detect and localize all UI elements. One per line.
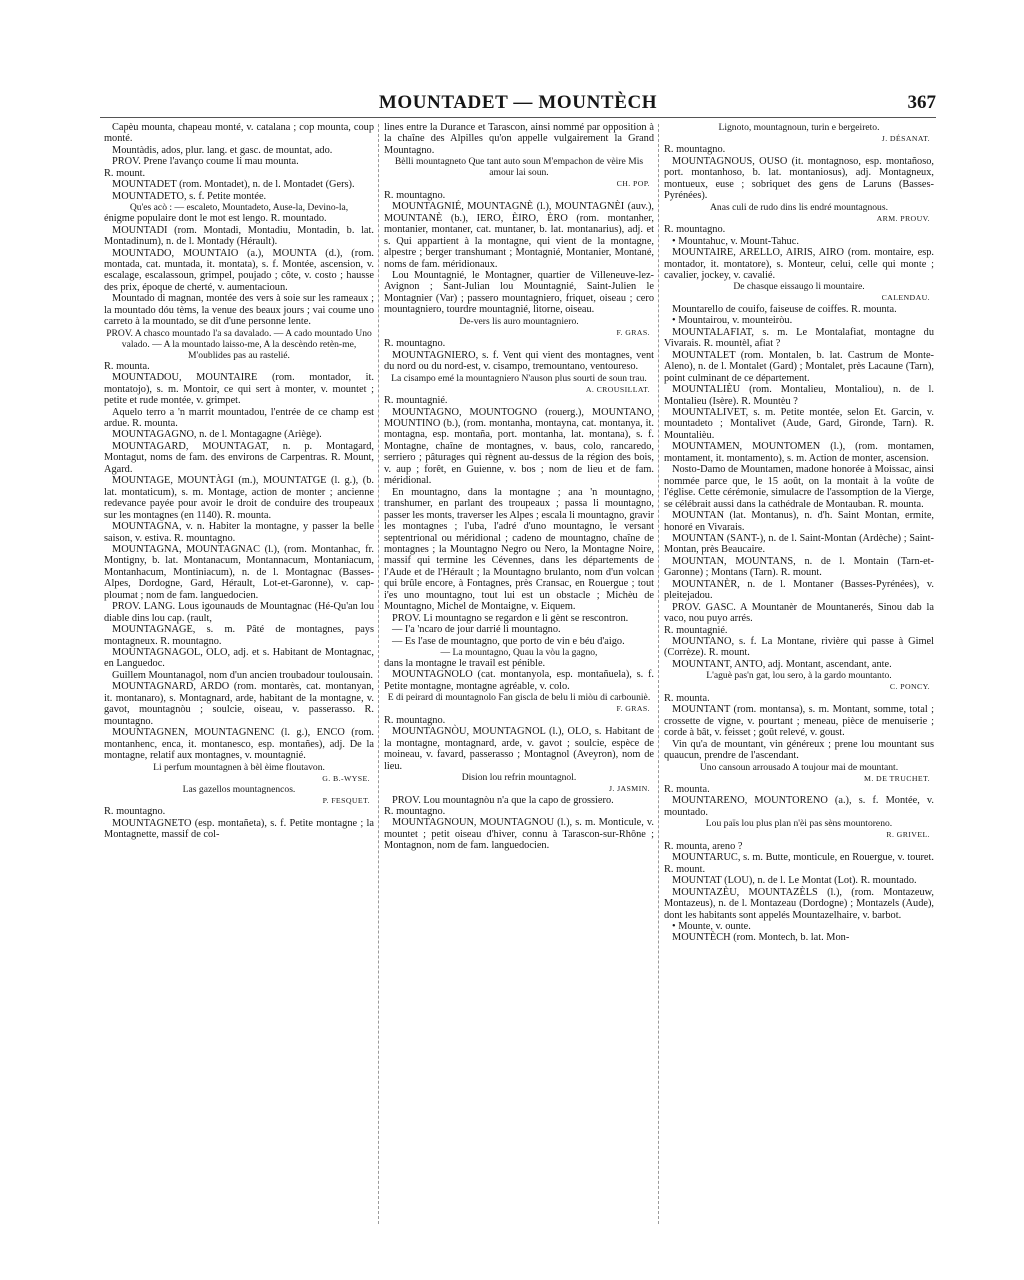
dictionary-paragraph: MOUNTAGNOUN, MOUNTAGNOU (l.), s. m. Monticule, v. mountet ; petit oiseau d'hiver, connu à Tarascon-sur-Rhône ; Montagnon, nom de fam. languedocien.: [384, 817, 654, 852]
citation-verse: — La mountagno, Quau la vòu la gagno,: [440, 647, 598, 659]
dictionary-paragraph: MOUNTADETO, s. f. Petite montée.: [112, 190, 267, 202]
dictionary-paragraph: MOUNTALIÈU (rom. Montalieu, Montaliou), n. de l. Montalieu (Isère). R. Mountèu ?: [664, 384, 934, 407]
dictionary-paragraph: MOUNTAMEN, MOUNTOMEN (l.), (rom. montamen, montament, it. montamento), s. m. Action de monter, ascension.: [664, 441, 934, 464]
citation-verse: Las gazellos mountagnencos.: [182, 784, 296, 796]
dictionary-paragraph: R. mountagnié.: [384, 395, 448, 407]
dictionary-paragraph: MOUNTADOU, MOUNTAIRE (rom. montador, it. montatojo), s. m. Montoir, ce qui sert à monter, v. mountet ; petite et rude montée, v. grimpet.: [104, 372, 374, 407]
citation-source: P. FESQUET.: [322, 796, 370, 806]
dictionary-paragraph: MOUNTADET (rom. Montadet), n. de l. Montadet (Gers).: [112, 179, 355, 191]
citation-verse: La cisampo emé la mountagniero N'auson plus sourti de soun trau.: [391, 372, 647, 384]
dictionary-paragraph: R. mounta.: [664, 692, 710, 704]
dictionary-paragraph: MOUNTAN, MOUNTANS, n. de l. Montain (Tarn-et-Garonne) ; Montans (Tarn). R. mount.: [664, 555, 934, 579]
citation-source: CH. POP.: [616, 179, 650, 189]
citation-verse: Lou païs lou plus plan n'èi pas sèns mountoreno.: [705, 818, 893, 830]
dictionary-paragraph: MOUNTAT (LOU), n. de l. Le Montat (Lot). R. mountado.: [672, 875, 917, 887]
dictionary-paragraph: MOUNTAGE, MOUNTÀGI (m.), MOUNTATGE (l. g.), (b. lat. montaticum), s. m. Montage, action de monter ; ancienne redevance payée pour avoir le droit de conduire des troupeaux sur les montagnes (en 1140). R. mounta.: [104, 475, 374, 521]
dictionary-paragraph: MOUNTAGNOLO (cat. montanyola, esp. montañuela), s. f. Petite montagne, montagne agréable, v. colo.: [384, 669, 654, 692]
citation-source: J. JASMIN.: [608, 784, 650, 794]
dictionary-paragraph: Guillem Mountanagol, nom d'un ancien troubadour toulousain.: [112, 669, 373, 681]
dictionary-paragraph: R. mount.: [104, 167, 146, 179]
dictionary-paragraph: R. mounta.: [104, 360, 150, 372]
page-number: 367: [907, 92, 936, 113]
column-divider-2: [658, 124, 659, 1224]
column-left: [104, 122, 374, 1234]
citation-source: C. PONCY.: [889, 682, 930, 692]
header-rule: [100, 117, 936, 118]
citation-source: M. DE TRUCHET.: [864, 773, 930, 783]
dictionary-paragraph: Mountarello de couifo, faiseuse de coiffes. R. mounta.: [672, 303, 897, 315]
dictionary-paragraph: R. mountagno.: [384, 806, 446, 818]
dictionary-paragraph: MOUNTAGNÒU, MOUNTAGNOL (l.), OLO, s. Habitant de la montagne, montagnard, arde, v. gavot ; soulcie, espèce de moineau, v. favard, passerasso ; Montagnol (Aveyron), nom de lieu.: [384, 726, 654, 772]
citation-verse: Anas culi de rudo dins lis endré mountagnous.: [710, 201, 888, 213]
dictionary-paragraph: Mountado di magnan, montée des vers à soie sur les rameaux ; la mountado dóu tèms, la venue des beaux jours ; vai coume uno carreto à la mountado, se dit d'une personne lente.: [104, 293, 374, 328]
dictionary-paragraph: Capèu mounta, chapeau monté, v. catalana ; cop mounta, coup monté.: [104, 122, 374, 145]
dictionary-paragraph: MOUNTANÈR, n. de l. Montaner (Basses-Pyrénées), v. pleitejadou.: [664, 578, 934, 602]
dictionary-paragraph: MOUNTANT (rom. montansa), s. m. Montant, somme, total ; crossette de vigne, v. pourtant ; meneau, pièce de menuiserie ; corde à bât, v. feisset ; goût relevé, v. goust.: [664, 704, 934, 739]
dictionary-paragraph: MOUNTAN (lat. Montanus), n. d'h. Saint Montan, ermite, honoré en Vivarais.: [664, 510, 934, 533]
dictionary-paragraph: MOUNTAGNA, MOUNTAGNAC (l.), (rom. Montanhac, fr. Montigny, b. lat. Montanacum, Montannacum, Montaniacum, Montanhacum, Montiniacum), n. de l. Montagnac (Basses-Alpes, Dordogne, Gard, Hérault, Lot-et-Garonne), v. cap-ploumat ; nom de fam. languedocien.: [104, 543, 374, 601]
citation-source: F. GRAS.: [616, 327, 650, 337]
dictionary-paragraph: MOUNTÈCH (rom. Montech, b. lat. Mon-: [672, 932, 850, 944]
dictionary-paragraph: Aquelo terro a 'n marrit mountadou, l'entrée de ce champ est ardue. R. mounta.: [104, 406, 374, 429]
dictionary-paragraph: MOUNTAGNEN, MOUNTAGNENC (l. g.), ENCO (rom. montanhenc, enca, it. montanesco, esp. montañes), adj. De la montagne, relatif aux montagnes, v. mountagnié.: [104, 727, 374, 762]
column-middle: [384, 122, 654, 1234]
column-divider-1: [378, 124, 379, 1224]
dictionary-paragraph: MOUNTARUC, s. m. Butte, monticule, en Rouergue, v. touret. R. mount.: [664, 852, 934, 875]
dictionary-paragraph: Vin qu'a de mountant, vin généreux ; prene lou mountant sus quaucun, prendre de l'ascendant.: [664, 738, 934, 762]
dictionary-paragraph: PROV. LANG. Lous igounauds de Mountagnac (Hé-Qu'an lou diable dins lou cap. (rault,: [104, 601, 374, 624]
dictionary-paragraph: MOUNTAIRE, ARELLO, AIRIS, AIRO (rom. montaire, esp. montador, it. montatore), s. Monteur, celui, celle qui monte ; cavalier, jockey, v. cavalié.: [664, 247, 934, 281]
dictionary-paragraph: MOUNTANO, s. f. La Montane, rivière qui passe à Gimel (Corrèze). R. mount.: [664, 636, 934, 659]
citation-source: ARM. PROUV.: [876, 213, 930, 223]
dictionary-paragraph: MOUNTAGNO, MOUNTOGNO (rouerg.), MOUNTANO, MOUNTINO (b.), (rom. montanha, montayna, cat. montanya, it. montagna, esp. montaña, port. montanha, lat. montana), s. f. Montagne, chaîne de montagnes, v. baus, colo, rancaredo, serriero ; pâturages qui règnent au-dessus de la région des bois, v. aup ; forêt, en Guienne, v. bos ; nom de lieu et de fam. méridional.: [384, 406, 654, 487]
dictionary-paragraph: R. mountagno.: [664, 144, 726, 156]
dictionary-paragraph: • Mountairou, v. mounteiròu.: [672, 315, 793, 327]
dictionary-paragraph: MOUNTAGNAGOL, OLO, adj. et s. Habitant de Montagnac, en Languedoc.: [104, 647, 374, 670]
citation-verse: E di peirard di mountagnolo Fan giscla de belu li miòu di carbouniè.: [387, 692, 651, 704]
dictionary-paragraph: R. mounta, areno ?: [664, 840, 743, 852]
citation-source: A. CROUSILLAT.: [585, 384, 650, 394]
dictionary-paragraph: — Es l'ase de mountagno, que porto de vin e béu d'aigo.: [392, 635, 625, 647]
citation-verse: De chasque eissaugo li mountaire.: [733, 281, 865, 293]
dictionary-paragraph: R. mountagnié.: [664, 624, 728, 636]
dictionary-paragraph: lines entre la Durance et Tarascon, ainsi nommé par opposition à la chaîne des Alpilles qu'on appelle vulgairement la Grand Mountagno.: [384, 122, 654, 156]
page-title: MOUNTADET — MOUNTÈCH: [378, 92, 658, 113]
dictionary-paragraph: Nosto-Damo de Mountamen, madone honorée à Moissac, ainsi nommée parce que, le 15 août, on la montait à la voûte de l'église. Cette cérémonie, simulacre de l'assomption de la Vierge, se célébrait aussi dans la cathédrale de Montauban. R. mounta.: [664, 464, 934, 510]
dictionary-paragraph: R. mountagno.: [384, 714, 446, 726]
citation-source: G. B.-WYSE.: [322, 773, 370, 783]
citation-verse: Li perfum mountagnen à bèl èime floutavon.: [153, 761, 325, 773]
column-right: [664, 122, 934, 1234]
dictionary-paragraph: Mountàdis, ados, plur. lang. et gasc. de mountat, ado.: [112, 144, 333, 156]
dictionary-paragraph: MOUNTAGNIERO, s. f. Vent qui vient des montagnes, vent du nord ou du nord-est, v. cisampo, tremountano, ventoureso.: [384, 349, 654, 373]
citation-verse: De-vers lis auro mountagniero.: [459, 315, 579, 327]
dictionary-paragraph: MOUNTAGAGNO, n. de l. Montagagne (Ariège).: [112, 429, 322, 441]
citation-verse: L'aguè pas'n gat, lou sero, à la gardo mountanto.: [706, 670, 892, 682]
dictionary-paragraph: MOUNTAGNARD, ARDO (rom. montarès, cat. montanyan, it. montanaro), s. Montagnard, arde, habitant de la montagne, v. gavot, mountagnòu ; soulcie, oiseau, v. passerasso. R. mountagno.: [104, 681, 374, 727]
dictionary-paragraph: MOUNTAGNA, v. n. Habiter la montagne, y passer la belle saison, v. estiva. R. mountagno.: [104, 521, 374, 544]
dictionary-paragraph: En mountagno, dans la montagne ; ana 'n mountagno, transhumer, en parlant des troupeaux ; passa li mountagno, passer les monts, traverser les Alpes ; escala li mountagno, gravir les montagnes ; l'uba, l'adré d'uno mountagno, le versant septentrional ou méridional ; cadeno de mountagno, chaîne de montagnes ; la Mountagno Negro ou Nero, la Montagne Noire, massif qui termine les Cévennes, dans les départements de l'Aude et de l'Hérault ; la Mountagno brulanto, nom d'un volcan qui brûle encore, à Fontagnes, près Cransac, en Rouergue ; tout i'es uno mountagno, tout lui est un obstacle ; Michèu de Mountagno, Michel de Montaigne, v. Eiquem.: [384, 486, 654, 613]
dictionary-paragraph: MOUNTADI (rom. Montadi, Montadiu, Montadin, b. lat. Montadinum), n. de l. Montady (Hérault).: [104, 224, 374, 248]
dictionary-paragraph: MOUNTANT, ANTO, adj. Montant, ascendant, ante.: [672, 658, 892, 670]
citation-verse: Uno cansoun arrousado A toujour mai de mountant.: [699, 761, 899, 773]
dictionary-paragraph: • Mounte, v. ounte.: [672, 921, 751, 932]
dictionary-paragraph: énigme populaire dont le mot est lengo. R. mountado.: [104, 213, 327, 225]
dictionary-paragraph: R. mountagno.: [384, 189, 446, 201]
dictionary-paragraph: PROV. Li mountagno se regardon e li gènt se rescontron.: [392, 612, 629, 624]
citation-source: CALENDAU.: [881, 293, 930, 303]
dictionary-paragraph: PROV. Lou mountagnòu n'a que la capo de grossiero.: [392, 794, 614, 806]
dictionary-paragraph: dans la montagne le travail est pénible.: [384, 658, 546, 670]
citation-verse: Qu'es acò : — escaleto, Mountadeto, Ause-la, Devino-la,: [129, 202, 349, 214]
dictionary-paragraph: R. mountagno.: [664, 224, 726, 236]
dictionary-paragraph: MOUNTARENO, MOUNTORENO (a.), s. f. Montée, v. mountado.: [664, 795, 934, 818]
dictionary-paragraph: MOUNTAGNOUS, OUSO (it. montagnoso, esp. montañoso, port. montanhoso, b. lat. montaniosus), adj. Montagneux, montueux, euse ; sobriquet des gens de Laruns (Basses-Pyrénées).: [664, 155, 934, 202]
dictionary-paragraph: Lou Mountagnié, le Montagner, quartier de Villeneuve-lez-Avignon ; Sant-Julian lou Mountagnié, Saint-Julien le Montagnier (Var) ; passero mountagniero, friquet, oiseau ; cero mountagniero, tourdre mountagnié, litorne, oiseau.: [384, 269, 654, 316]
dictionary-paragraph: MOUNTAGARD, MOUNTAGAT, n. p. Montagard, Montagut, noms de fam. des environs de Carpentras. R. Mount, Agard.: [104, 440, 374, 475]
dictionary-paragraph: MOUNTAGNIÉ, MOUNTAGNÈ (l.), MOUNTAGNÈI (auv.), MOUNTANÈ (b.), IERO, ÈIRO, ÈRO (rom. montanher, montanier, montaner, cat. muntaner, b. lat. montanarius), adj. et s. Qui appartient à la montagne, qui vient de la montagne, alpestre ; berger transhumant ; Montagnié, Montanier, Montané, noms de fam. méridionaux.: [384, 201, 654, 270]
citation-source: R. GRIVEL.: [886, 830, 930, 840]
citation-source: J. DÉSANAT.: [881, 134, 930, 143]
dictionary-paragraph: MOUNTAZÈU, MOUNTAZÈLS (l.), (rom. Montazeuw, Montazeus), n. de l. Montazeau (Dordogne) ; Montazels (Aude), dont les habitants sont appelés Mountazelhaire, v. barbot.: [664, 886, 934, 921]
citation-verse: Lignoto, mountagnoun, turin e bergeireto.: [718, 122, 880, 133]
dictionary-paragraph: R. mounta.: [664, 784, 710, 796]
dictionary-paragraph: PROV. Prene l'avanço coume li mau mounta.: [112, 156, 299, 168]
dictionary-paragraph: — I'a 'ncaro de jour darrié li mountagno.: [392, 624, 561, 636]
dictionary-paragraph: MOUNTALIVET, s. m. Petite montée, selon Et. Garcin, v. mountadeto ; Montalivet (Aude, Gard, Gironde, Tarn). R. Mountalièu.: [664, 406, 934, 441]
dictionary-paragraph: MOUNTAGNAGE, s. m. Pâté de montagnes, pays montagneux. R. mountagno.: [104, 624, 374, 647]
dictionary-paragraph: MOUNTAN (SANT-), n. de l. Saint-Montan (Ardèche) ; Saint-Montan, près Beaucaire.: [664, 532, 934, 556]
citation-verse: PROV. A chasco mountado l'a sa davalado. — A cado mountado Uno valado. — A la mountado laisso-me, A la descèndo retèn-me, M'oublides pas au rastelié.: [106, 327, 372, 361]
citation-verse: Bèlli mountagneto Que tant auto soun M'empachon de vèire Mis amour lai soun.: [394, 156, 644, 179]
citation-source: F. GRAS.: [616, 704, 650, 714]
dictionary-paragraph: MOUNTALET (rom. Montalen, b. lat. Castrum de Monte-Aleno), n. de l. Montalet (Gard) ; Montalet, près Lacaune (Tarn), point culminant de ce département.: [664, 349, 934, 384]
dictionary-paragraph: PROV. GASC. A Mountanèr de Mountanerés, Sinou dab la vaco, nou puyo arrés.: [664, 601, 934, 625]
dictionary-paragraph: R. mountagno.: [384, 338, 446, 350]
dictionary-paragraph: MOUNTALAFIAT, s. m. Le Montalafiat, montagne du Vivarais. R. mountèl, afiat ?: [664, 326, 934, 350]
dictionary-paragraph: R. mountagno.: [104, 806, 166, 818]
dictionary-paragraph: • Mountahuc, v. Mount-Tahuc.: [672, 235, 799, 247]
dictionary-paragraph: MOUNTADO, MOUNTAIO (a.), MOUNTA (d.), (rom. montada, cat. muntada, it. montata), s. f. Montée, ascension, v. escalage, escalassoun, grimpel, poujado ; côte, v. costo ; hausse des prix, époque de cherté, v. aumentacioun.: [104, 247, 374, 293]
citation-verse: Dision lou refrin mountagnol.: [461, 772, 577, 784]
dictionary-paragraph: MOUNTAGNETO (esp. montañeta), s. f. Petite montagne ; la Montagnette, massif de col-: [104, 817, 374, 841]
page-header: [100, 92, 936, 118]
